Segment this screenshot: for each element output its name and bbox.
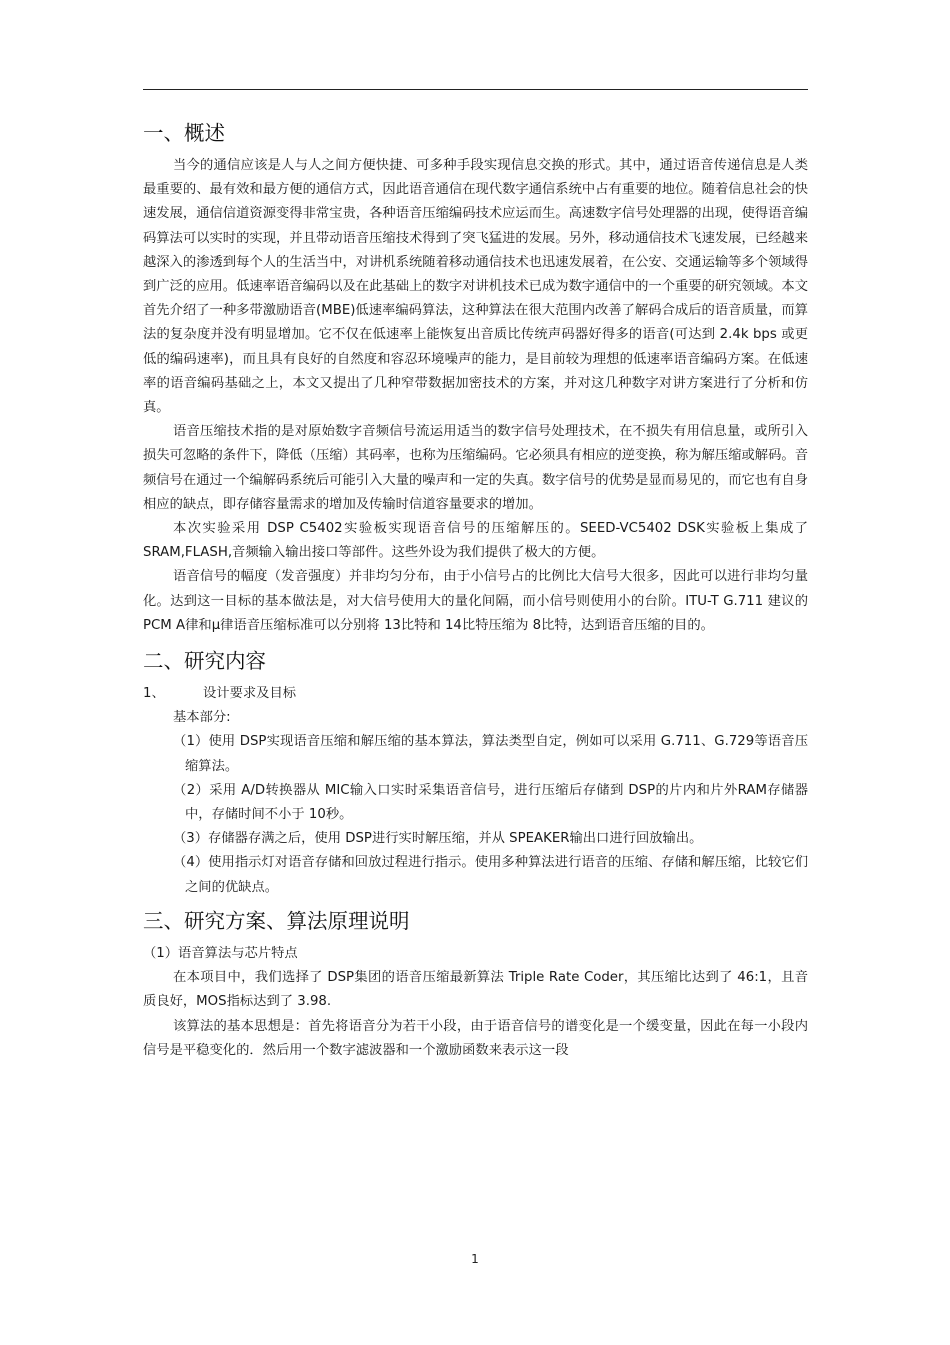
- section-1-paragraph: 语音信号的幅度（发音强度）并非均匀分布，由于小信号占的比例比大信号大很多，因此可以进行非均匀量化。达到这一目标的基本做法是，对大信号使用大的量化间隔，而小信号则使用小的台阶。ITU-T G.711 建议的 PCM A律和μ律语音压缩标准可以分别将 13比特和 14比特压缩为 8比特，达到语音压缩的目的。: [143, 569, 808, 633]
- design-goals-heading: [143, 682, 808, 706]
- section-1-paragraph: 语音压缩技术指的是对原始数字音频信号流运用适当的数字信号处理技术，在不损失有用信息量，或所引入损失可忽略的条件下，降低（压缩）其码率，也称为压缩编码。它必须具有相应的逆变换，称为解压缩或解码。音频信号在通过一个编解码系统后可能引入大量的噪声和一定的失真。数字信号的优势是显而易见的，而它也有自身相应的缺点，即存储容量需求的增加及传输时信道容量要求的增加。: [143, 424, 808, 512]
- section-1-paragraph: 当今的通信应该是人与人之间方便快捷、可多种手段实现信息交换的形式。其中，通过语音传递信息是人类最重要的、最有效和最方便的通信方式，因此语音通信在现代数字通信系统中占有重要的地位。随着信息社会的快速发展，通信信道资源变得非常宝贵，各种语音压缩编码技术应运而生。高速数字信号处理器的出现，使得语音编码算法可以实时的实现，并且带动语音压缩技术得到了突飞猛进的发展。另外，移动通信技术飞速发展，已经越来越深入的渗透到每个人的生活当中，对讲机系统随着移动通信技术也迅速发展着，在公安、交通运输等多个领域得到广泛的应用。低速率语音编码以及在此基础上的数字对讲机技术已成为数字通信中的一个重要的研究领域。本文首先介绍了一种多带激励语音(MBE)低速率编码算法，这种算法在很大范围内改善了解码合成后的语音质量，而算法的复杂度并没有明显增加。它不仅在低速率上能恢复出音质比传统声码器好得多的语音(可达到 2.4k bps 或更低的编码速率)，而且具有良好的自然度和容忍环境噪声的能力，是目前较为理想的低速率语音编码方案。在低速率的语音编码基础之上，本文又提出了几种窄带数据加密技术的方案，并对这几种数字对讲方案进行了分析和仿真。: [143, 158, 808, 416]
- section-3-paragraph: 在本项目中，我们选择了 DSP集团的语音压缩最新算法 Triple Rate Coder，其压缩比达到了 46:1，且音质良好，MOS指标达到了 3.98.: [143, 970, 808, 1010]
- basic-part-label: 基本部分:: [173, 710, 231, 726]
- section-3-paragraph: 该算法的基本思想是：首先将语音分为若干小段，由于语音信号的谱变化是一个缓变量，因此在每一小段内信号是平稳变化的．然后用一个数字滤波器和一个激励函数来表示这一段: [143, 1018, 808, 1058]
- section-3-subtitle: （1）语音算法与芯片特点: [143, 945, 298, 961]
- item-title: 设计要求及目标: [203, 686, 297, 702]
- page-content: [143, 118, 808, 1063]
- section-2-heading: 二、研究内容: [143, 649, 266, 674]
- item-number: 1、: [143, 686, 165, 702]
- page-number: 1: [471, 1252, 479, 1266]
- requirement-item: （1）使用 DSP实现语音压缩和解压缩的基本算法，算法类型自定，例如可以采用 G.711、G.729等语音压缩算法。: [173, 734, 808, 774]
- section-3-heading: 三、研究方案、算法原理说明: [143, 908, 410, 933]
- requirement-item: （2）采用 A/D转换器从 MIC输入口实时采集语音信号，进行压缩后存储到 DSP的片内和片外RAM存储器中，存储时间不小于 10秒。: [173, 782, 808, 823]
- requirement-item: （4）使用指示灯对语音存储和回放过程进行指示。使用多种算法进行语音的压缩、存储和解压缩，比较它们之间的优缺点。: [173, 855, 808, 895]
- section-1-paragraph: 本次实验采用 DSP C5402实验板实现语音信号的压缩解压的。SEED-VC5402 DSK实验板上集成了 SRAM,FLASH,音频输入输出接口等部件。这些外设为我们提供了极大的方便。: [143, 521, 808, 561]
- requirement-item: （3）存储器存满之后，使用 DSP进行实时解压缩，并从 SPEAKER输出口进行回放输出。: [173, 831, 703, 847]
- header-rule: [143, 89, 808, 90]
- section-1-heading: 一、概述: [143, 121, 225, 145]
